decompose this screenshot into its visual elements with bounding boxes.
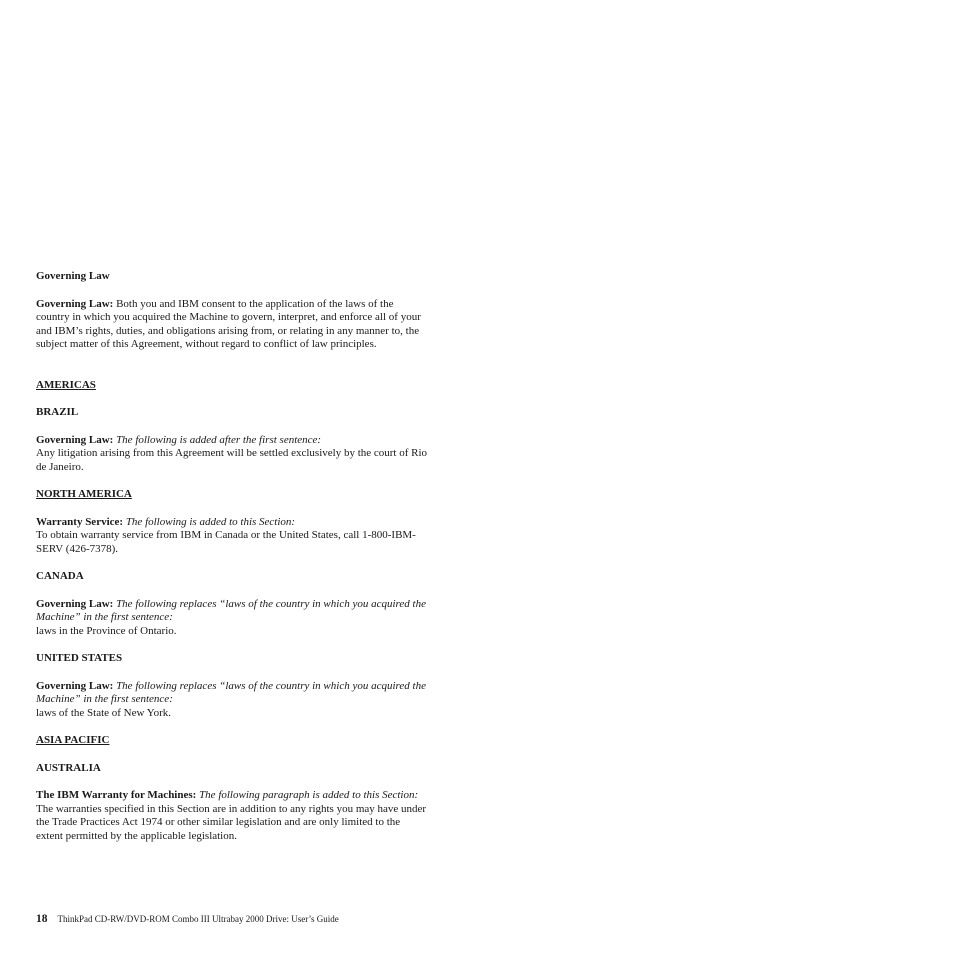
region-heading-americas: AMERICAS <box>36 378 96 391</box>
region-heading-asia-pacific: ASIA PACIFIC <box>36 734 110 746</box>
united-states-text: laws of the State of New York. <box>36 706 172 719</box>
united-states-label: Governing Law: <box>36 679 114 692</box>
canada-text: laws in the Province of Ontario. <box>36 624 177 637</box>
governing-law-label: Governing Law: <box>36 297 114 310</box>
brazil-intro: The following is added after the first sentence: <box>116 433 322 446</box>
canada-intro: The following replaces “laws of the country in which you acquired the Machine” in the first sentence: <box>36 597 426 623</box>
united-states-intro: The following replaces “laws of the country in which you acquired the Machine” in the first sentence: <box>36 679 426 705</box>
region-heading-north-america: NORTH AMERICA <box>36 488 132 500</box>
australia-intro: The following paragraph is added to this Section: <box>199 789 419 801</box>
north-america-paragraph <box>36 516 428 557</box>
governing-law-text: Both you and IBM consent to the application of the laws of the country in which you acquired the Machine to govern, interpret, and enforce all of your and IBM’s rights, duties, and obligations arising from, or relating in any manner to, the subject matter of this Agreement, without regard to conflict of law principles. <box>36 297 421 350</box>
country-heading-canada: CANADA <box>36 570 84 582</box>
brazil-paragraph <box>36 434 428 475</box>
document-body <box>36 270 428 843</box>
document-title: ThinkPad CD-RW/DVD-ROM Combo III Ultrabay 2000 Drive: User’s Guide <box>57 914 339 924</box>
country-heading-brazil: BRAZIL <box>36 406 79 418</box>
country-heading-australia: AUSTRALIA <box>36 761 101 774</box>
country-heading-united-states: UNITED STATES <box>36 652 123 664</box>
australia-text: The warranties specified in this Section are in addition to any rights you may have under the Trade Practices Act 1974 or other similar legislation and are only limited to the extent permitted by the applicable legislation. <box>36 802 427 842</box>
section-heading-governing-law: Governing Law <box>36 270 110 282</box>
united-states-paragraph <box>36 680 428 721</box>
australia-paragraph <box>36 789 428 843</box>
canada-label: Governing Law: <box>36 597 114 610</box>
page-footer <box>36 912 339 926</box>
australia-label: The IBM Warranty for Machines: <box>36 789 197 801</box>
brazil-text: Any litigation arising from this Agreement will be settled exclusively by the court of Rio de Janeiro. <box>36 447 428 473</box>
canada-paragraph <box>36 598 428 639</box>
north-america-text: To obtain warranty service from IBM in Canada or the United States, call 1-800-IBM-SERV (426-7378). <box>36 529 416 555</box>
governing-law-paragraph <box>36 298 428 352</box>
brazil-label: Governing Law: <box>36 433 114 446</box>
page-number: 18 <box>36 913 48 925</box>
north-america-label: Warranty Service: <box>36 515 124 528</box>
north-america-intro: The following is added to this Section: <box>125 515 296 528</box>
